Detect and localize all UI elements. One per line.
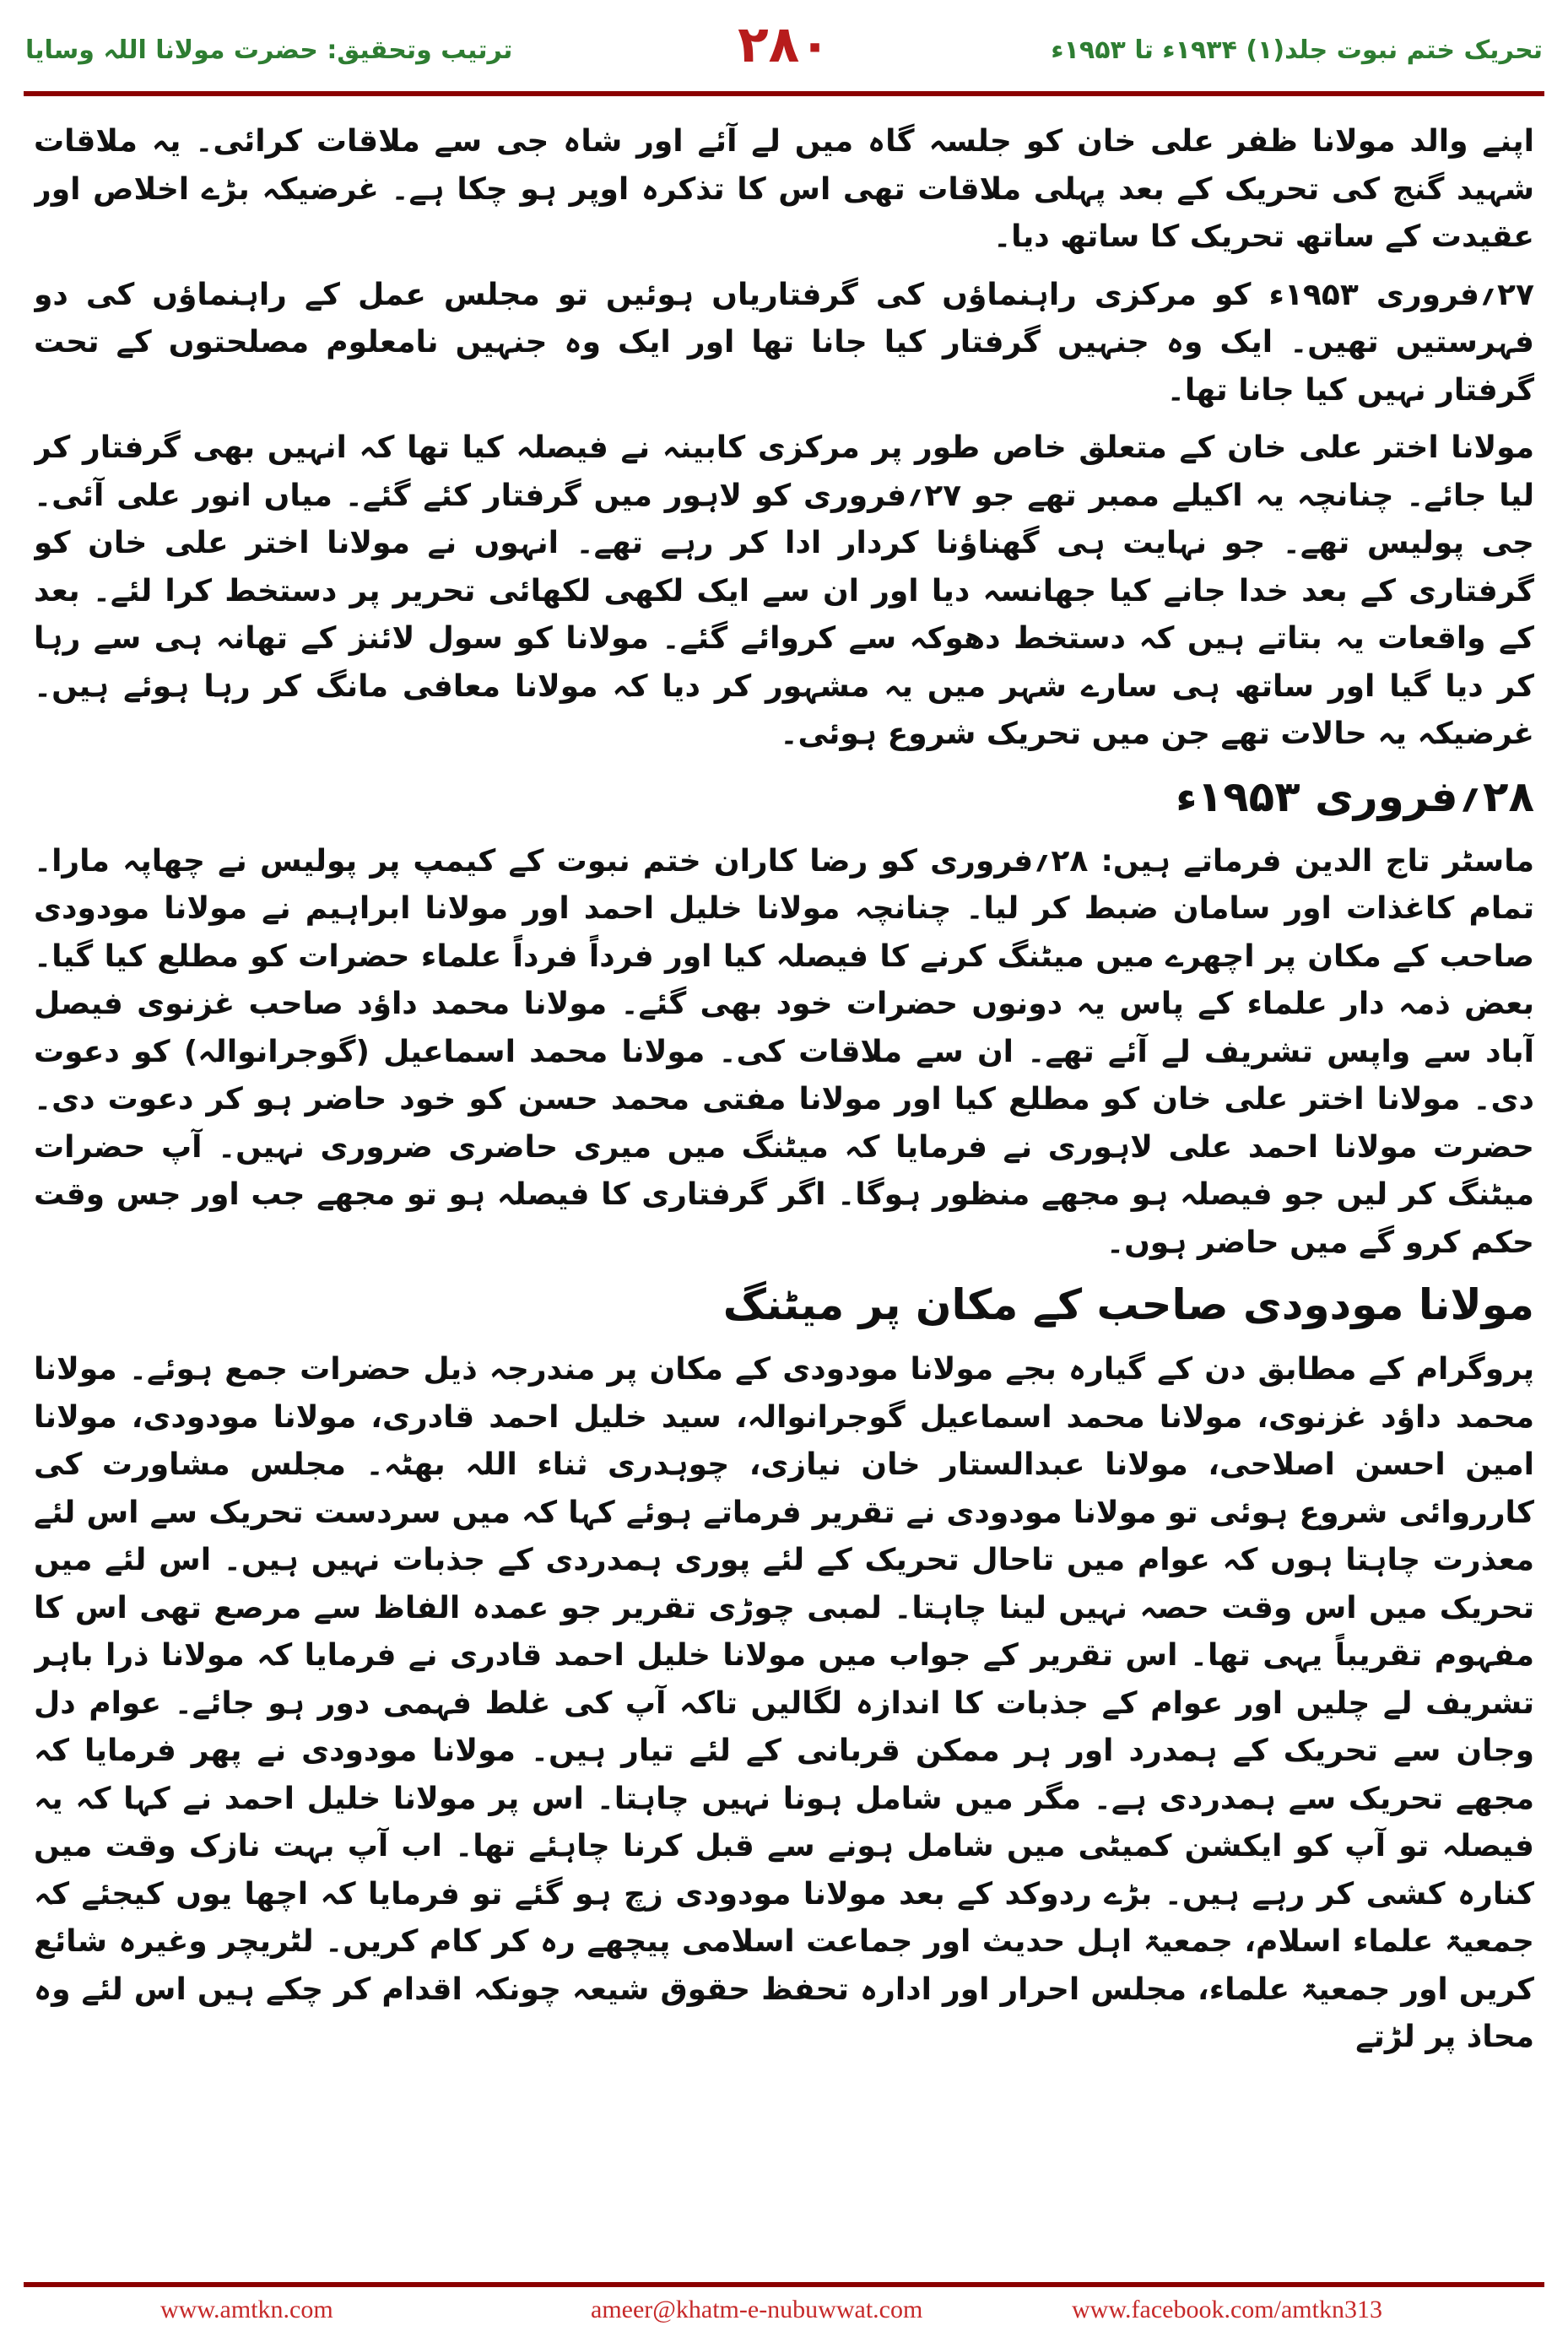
section-heading-meeting: مولانا مودودی صاحب کے مکان پر میٹنگ bbox=[722, 1280, 1534, 1329]
paragraph-3: مولانا اختر علی خان کے متعلق خاص طور پر مرکزی کابینہ نے فیصلہ کیا تھا کہ انہیں بھی گرفتار کر لیا جائے۔ چنانچہ یہ اکیلے ممبر تھے جو ۲۷؍فروری کو لاہور میں گرفتار کئے گئے۔ میاں انور علی آئی۔ جی پولیس تھے۔ جو نہایت ہی گھناؤنا کردار ادا کر رہے تھے۔ انہوں نے مولانا اختر علی خان کو گرفتاری کے بعد خدا جانے کیا جھانسہ دیا اور ان سے ایک لکھی لکھائی تحریر پر دستخط کرا لئے۔ بعد کے واقعات یہ بتاتے ہیں کہ دستخط دھوکہ سے کروائے گئے۔ مولانا کو سول لائنز کے تھانہ ہی سے رہا کر دیا گیا اور ساتھ ہی سارے شہر میں یہ مشہور کر دیا کہ مولانا معافی مانگ کر رہا ہوئے ہیں۔ غرضیکہ یہ حالات تھے جن میں تحریک شروع ہوئی۔ bbox=[34, 430, 1534, 751]
section-heading-feb-28: ۲۸؍فروری ۱۹۵۳ء bbox=[1176, 771, 1534, 821]
footer-divider bbox=[24, 2282, 1544, 2287]
paragraph-4: ماسٹر تاج الدین فرماتے ہیں: ۲۸؍فروری کو رضا کاران ختم نبوت کے کیمپ پر پولیس نے چھاپہ مارا۔ تمام کاغذات اور سامان ضبط کر لیا۔ چنانچہ مولانا خلیل احمد اور مولانا ابراہیم نے مولانا مودودی صاحب کے مکان پر اچھرے میں میٹنگ کرنے کا فیصلہ کیا اور فرداً فرداً علماء حضرات کو مطلع کیا گیا۔ بعض ذمہ دار علماء کے پاس یہ دونوں حضرات خود بھی گئے۔ مولانا محمد داؤد صاحب غزنوی فیصل آباد سے واپس تشریف لے آئے تھے۔ ان سے ملاقات کی۔ مولانا محمد اسماعیل (گوجرانوالہ) کو دعوت دی۔ مولانا اختر علی خان کو مطلع کیا اور مولانا مفتی محمد حسن کو خود حاضر ہو کر دعوت دی۔ حضرت مولانا احمد علی لاہوری نے فرمایا کہ میٹنگ میں میری حاضری ضروری نہیں۔ آپ حضرات میٹنگ کر لیں جو فیصلہ ہو مجھے منظور ہوگا۔ اگر گرفتاری کا فیصلہ ہو تو مجھے جب اور جس وقت حکم کرو گے میں حاضر ہوں۔ bbox=[34, 843, 1534, 1260]
paragraph-2: ۲۷؍فروری ۱۹۵۳ء کو مرکزی راہنماؤں کی گرفتاریاں ہوئیں تو مجلس عمل کے راہنماؤں کی دو فہرستیں تھیں۔ ایک وہ جنہیں گرفتار کیا جانا تھا اور ایک وہ جنہیں نامعلوم مصلحتوں کے تحت گرفتار نہیں کیا جانا تھا۔ bbox=[34, 277, 1534, 408]
compiler-credit: ترتیب وتحقیق: حضرت مولانا اللہ وسایا bbox=[25, 35, 513, 65]
facebook-link[interactable]: www.facebook.com/amtkn313 bbox=[1072, 2296, 1382, 2323]
page-footer bbox=[0, 2296, 1568, 2329]
email-link[interactable]: ameer@khatm-e-nubuwwat.com bbox=[591, 2296, 923, 2323]
header-divider bbox=[24, 91, 1544, 96]
page-body bbox=[34, 118, 1534, 2266]
paragraph-5: پروگرام کے مطابق دن کے گیارہ بجے مولانا مودودی کے مکان پر مندرجہ ذیل حضرات جمع ہوئے۔ مولانا محمد داؤد غزنوی، مولانا محمد اسماعیل گوجرانوالہ، سید خلیل احمد قادری، مولانا مودودی، مولانا امین احسن اصلاحی، مولانا عبدالستار خان نیازی، چوہدری ثناء اللہ بھٹہ۔ مجلس مشاورت کی کارروائی شروع ہوئی تو مولانا مودودی نے تقریر فرماتے ہوئے کہا کہ میں سردست تحریک سے اس لئے معذرت چاہتا ہوں کہ عوام میں تاحال تحریک کے لئے پوری ہمدردی کے جذبات نہیں ہیں۔ اس لئے میں تحریک میں اس وقت حصہ نہیں لینا چاہتا۔ لمبی چوڑی تقریر جو عمدہ الفاظ سے مرصع تھی اس کا مفہوم تقریباً یہی تھا۔ اس تقریر کے جواب میں مولانا خلیل احمد قادری نے فرمایا کہ مولانا ذرا باہر تشریف لے چلیں اور عوام کے جذبات کا اندازہ لگالیں تاکہ آپ کی غلط فہمی دور ہو جائے۔ عوام دل وجان سے تحریک کے ہمدرد اور ہر ممکن قربانی کے لئے تیار ہیں۔ مولانا مودودی نے پھر فرمایا کہ مجھے تحریک سے ہمدردی ہے۔ مگر میں شامل ہونا نہیں چاہتا۔ اس پر مولانا خلیل احمد نے کہا کہ یہ فیصلہ تو آپ کو ایکشن کمیٹی میں شامل ہونے سے قبل کرنا چاہئے تھا۔ اب آپ بہت نازک وقت میں کنارہ کشی کر رہے ہیں۔ بڑے ردوکد کے بعد مولانا مودودی زچ ہو گئے تو فرمایا کہ اچھا یوں کیجئے کہ جمعیۃ علماء اسلام، جمعیۃ اہل حدیث اور جماعت اسلامی پیچھے رہ کر کام کریں۔ لٹریچر وغیرہ شائع کریں اور جمعیۃ علماء، مجلس احرار اور ادارہ تحفظ حقوق شیعہ چونکہ اقدام کر چکے ہیں اس لئے وہ محاذ پر لڑتے bbox=[34, 1352, 1534, 2054]
page-number: ۲۸۰ bbox=[738, 15, 830, 74]
paragraph-1: اپنے والد مولانا ظفر علی خان کو جلسہ گاہ میں لے آئے اور شاہ جی سے ملاقات کرائی۔ یہ ملاقات شہید گنج کی تحریک کے بعد پہلی ملاقات تھی اس کا تذکرہ اوپر ہو چکا ہے۔ غرضیکہ بڑے اخلاص اور عقیدت کے ساتھ تحریک کا ساتھ دیا۔ bbox=[34, 124, 1534, 254]
website-link[interactable]: www.amtkn.com bbox=[160, 2296, 333, 2323]
page-header bbox=[0, 0, 1568, 101]
book-title: تحریک ختم نبوت جلد(۱) ۱۹۳۴ء تا ۱۹۵۳ء bbox=[1051, 35, 1543, 65]
